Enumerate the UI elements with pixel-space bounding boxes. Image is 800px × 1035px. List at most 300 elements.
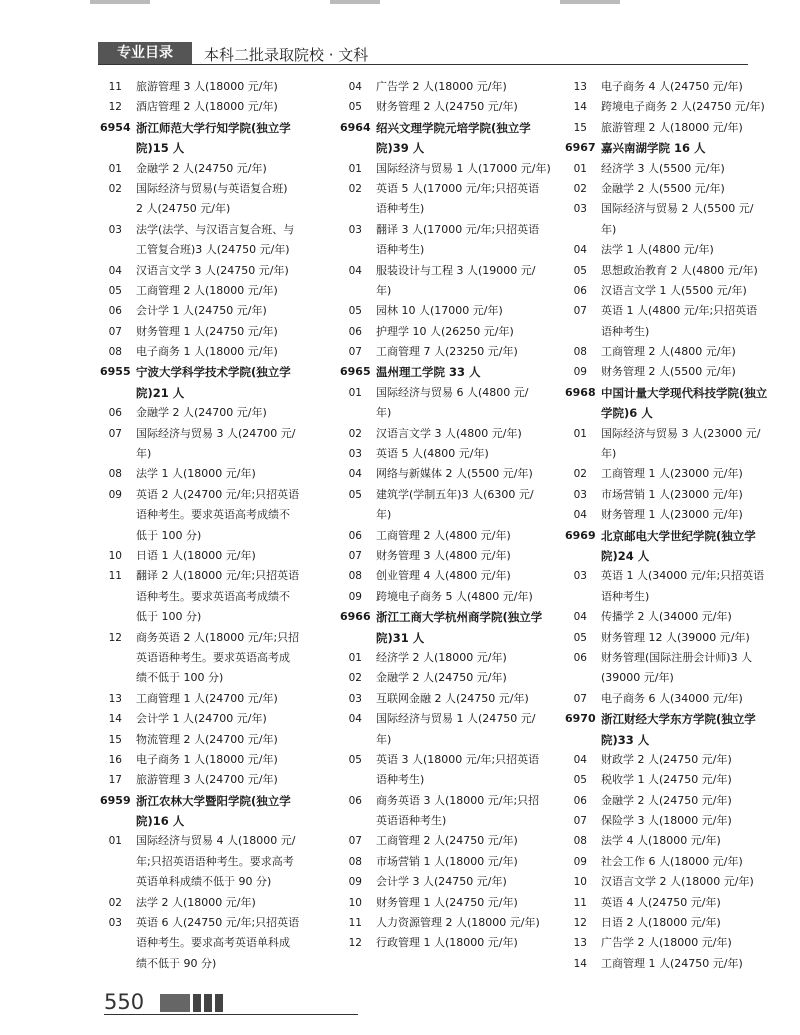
major-number: 08: [573, 346, 587, 359]
major-text: 广告学 2 人(18000 元/年): [601, 936, 732, 950]
continuation-line: [100, 199, 318, 219]
continuation-text: 院)24 人: [601, 548, 650, 563]
school-entry: [565, 709, 783, 729]
continuation-text: 年): [601, 447, 617, 461]
major-number: 03: [108, 223, 122, 236]
major-number: 05: [348, 101, 362, 114]
continuation-text: 语种考生): [601, 589, 650, 603]
major-entry: [565, 607, 783, 627]
major-number: 04: [348, 468, 362, 481]
major-entry: [340, 933, 558, 953]
major-text: 经济学 2 人(18000 元/年): [376, 650, 507, 664]
major-entry: [340, 383, 558, 403]
major-number: 15: [108, 733, 122, 746]
major-entry: [100, 403, 318, 423]
major-number: 03: [348, 448, 362, 461]
major-number: 07: [108, 325, 122, 338]
major-number: 02: [573, 468, 587, 481]
major-text: 税收学 1 人(24750 元/年): [601, 773, 732, 787]
major-entry: [565, 770, 783, 790]
major-text: 市场营销 1 人(18000 元/年): [376, 854, 518, 868]
major-text: 工商管理 2 人(24750 元/年): [376, 834, 518, 848]
continuation-text: 年): [376, 283, 392, 297]
major-number: 15: [573, 121, 587, 134]
continuation-line: [100, 811, 318, 831]
school-name: 浙江工商大学杭州商学院(独立学: [376, 610, 543, 625]
major-entry: [565, 750, 783, 770]
major-number: 02: [573, 182, 587, 195]
continuation-text: 英语语种考生): [376, 814, 447, 828]
major-text: 翻译 2 人(18000 元/年;只招英语: [136, 569, 300, 583]
school-code: 6954: [100, 120, 131, 134]
major-number: 10: [573, 876, 587, 889]
major-number: 01: [348, 162, 362, 175]
major-entry: [565, 505, 783, 525]
major-text: 财务管理 1 人(24750 元/年): [376, 895, 518, 909]
continuation-text: 学院)6 人: [601, 406, 653, 421]
major-number: 02: [348, 672, 362, 685]
continuation-line: [100, 648, 318, 668]
major-number: 04: [348, 81, 362, 93]
major-entry: [565, 852, 783, 872]
continuation-line: [340, 730, 558, 750]
major-number: 02: [348, 427, 362, 440]
major-text: 工商管理 1 人(24700 元/年): [136, 691, 278, 705]
major-entry: [565, 199, 783, 219]
school-code: 6959: [100, 793, 131, 807]
major-text: 金融学 2 人(24700 元/年): [136, 406, 267, 420]
column-middle: [340, 77, 558, 954]
major-text: 英语 5 人(17000 元/年;只招英语: [376, 181, 540, 195]
continuation-line: [340, 240, 558, 260]
major-entry: [565, 628, 783, 648]
major-number: 06: [573, 284, 587, 297]
major-entry: [340, 566, 558, 586]
major-entry: [100, 424, 318, 444]
major-entry: [100, 342, 318, 362]
school-name: 北京邮电大学世纪学院(独立学: [601, 528, 756, 543]
major-text: 金融学 2 人(24750 元/年): [601, 793, 732, 807]
major-entry: [100, 77, 318, 97]
school-code: 6955: [100, 365, 131, 379]
major-text: 工商管理 1 人(24750 元/年): [601, 956, 743, 970]
continuation-text: 语种考生。要求英语高考成绩不: [136, 508, 290, 522]
continuation-line: [340, 281, 558, 301]
footer-rule: [104, 1014, 358, 1015]
major-entry: [100, 770, 318, 790]
major-text: 传播学 2 人(34000 元/年): [601, 610, 732, 624]
major-text: 英语 2 人(24700 元/年;只招英语: [136, 487, 300, 501]
major-entry: [100, 628, 318, 648]
school-code: 6964: [340, 120, 371, 134]
major-text: 旅游管理 2 人(18000 元/年): [601, 120, 743, 134]
major-number: 12: [573, 917, 587, 930]
continuation-line: [565, 668, 783, 688]
major-entry: [100, 485, 318, 505]
major-entry: [100, 464, 318, 484]
column-right: [565, 77, 783, 974]
major-number: 06: [348, 794, 362, 807]
continuation-line: [565, 730, 783, 750]
major-entry: [565, 913, 783, 933]
major-entry: [340, 464, 558, 484]
major-entry: [340, 220, 558, 240]
school-name: 绍兴文理学院元培学院(独立学: [376, 120, 531, 135]
major-text: 英语 4 人(24750 元/年): [601, 895, 721, 909]
major-number: 07: [573, 305, 587, 318]
major-text: 金融学 2 人(24750 元/年): [376, 671, 507, 685]
major-number: 13: [573, 81, 587, 93]
major-text: 会计学 1 人(24700 元/年): [136, 712, 267, 726]
major-entry: [565, 118, 783, 138]
major-entry: [340, 689, 558, 709]
continuation-line: [100, 607, 318, 627]
major-entry: [100, 689, 318, 709]
major-entry: [565, 240, 783, 260]
continuation-text: 年): [601, 222, 617, 236]
major-text: 汉语言文学 2 人(18000 元/年): [601, 875, 754, 889]
continuation-line: [340, 628, 558, 648]
major-number: 11: [573, 896, 587, 909]
major-text: 市场营销 1 人(23000 元/年): [601, 487, 743, 501]
major-entry: [565, 791, 783, 811]
major-entry: [100, 179, 318, 199]
major-entry: [340, 261, 558, 281]
major-text: 国际经济与贸易 3 人(23000 元/: [601, 426, 761, 440]
continuation-line: [340, 403, 558, 423]
major-entry: [565, 831, 783, 851]
major-number: 09: [348, 590, 362, 603]
school-name: 浙江师范大学行知学院(独立学: [136, 120, 291, 135]
major-text: 网络与新媒体 2 人(5500 元/年): [376, 467, 533, 481]
major-entry: [340, 872, 558, 892]
major-text: 社会工作 6 人(18000 元/年): [601, 854, 743, 868]
continuation-line: [100, 872, 318, 892]
major-number: 12: [108, 631, 122, 644]
school-name: 温州理工学院 33 人: [376, 365, 481, 380]
major-number: 05: [108, 284, 122, 297]
major-entry: [565, 179, 783, 199]
major-text: 电子商务 1 人(18000 元/年): [136, 752, 278, 766]
continuation-line: [565, 220, 783, 240]
major-text: 广告学 2 人(18000 元/年): [376, 80, 507, 93]
major-number: 03: [348, 692, 362, 705]
major-text: 电子商务 6 人(34000 元/年): [601, 691, 743, 705]
school-code: 6968: [565, 385, 596, 399]
major-number: 17: [108, 774, 122, 787]
major-entry: [565, 689, 783, 709]
major-text: 国际经济与贸易 1 人(17000 元/年): [376, 161, 551, 175]
major-number: 06: [108, 407, 122, 420]
major-entry: [340, 485, 558, 505]
school-entry: [100, 791, 318, 811]
continuation-text: (39000 元/年): [601, 671, 674, 685]
major-entry: [100, 261, 318, 281]
major-text: 财务管理 3 人(4800 元/年): [376, 548, 511, 562]
school-entry: [100, 362, 318, 382]
continuation-text: 院)39 人: [376, 141, 425, 156]
continuation-line: [565, 587, 783, 607]
continuation-text: 语种考生): [376, 243, 425, 257]
catalog-tag: 专业目录: [98, 42, 192, 64]
major-entry: [565, 97, 783, 117]
major-entry: [340, 159, 558, 179]
major-entry: [100, 893, 318, 913]
continuation-text: 年): [376, 508, 392, 522]
major-number: 06: [348, 529, 362, 542]
major-text: 国际经济与贸易(与英语复合班): [136, 181, 288, 195]
major-number: 01: [348, 386, 362, 399]
major-text: 财务管理 2 人(5500 元/年): [601, 365, 736, 379]
major-number: 12: [348, 937, 362, 950]
school-name: 浙江财经大学东方学院(独立学: [601, 712, 756, 727]
major-number: 11: [108, 570, 122, 583]
major-text: 财务管理 2 人(24750 元/年): [376, 100, 518, 114]
major-entry: [565, 362, 783, 382]
continuation-line: [340, 138, 558, 158]
major-entry: [100, 97, 318, 117]
major-text: 汉语言文学 3 人(24750 元/年): [136, 263, 289, 277]
major-number: 04: [573, 753, 587, 766]
major-entry: [340, 322, 558, 342]
major-number: 04: [573, 244, 587, 257]
major-number: 05: [573, 774, 587, 787]
major-number: 04: [573, 611, 587, 624]
major-number: 07: [108, 427, 122, 440]
major-number: 13: [573, 937, 587, 950]
major-text: 商务英语 2 人(18000 元/年;只招: [136, 630, 300, 644]
major-number: 07: [573, 692, 587, 705]
major-text: 互联网金融 2 人(24750 元/年): [376, 691, 529, 705]
continuation-line: [100, 240, 318, 260]
major-text: 会计学 1 人(24750 元/年): [136, 304, 267, 318]
major-entry: [340, 750, 558, 770]
continuation-text: 院)16 人: [136, 814, 185, 829]
major-text: 酒店管理 2 人(18000 元/年): [136, 100, 278, 114]
major-text: 法学 1 人(18000 元/年): [136, 467, 256, 481]
major-text: 金融学 2 人(24750 元/年): [136, 161, 267, 175]
continuation-text: 年): [376, 406, 392, 420]
major-number: 02: [108, 896, 122, 909]
major-text: 法学(法学、与汉语言复合班、与: [136, 222, 295, 236]
major-entry: [340, 668, 558, 688]
major-number: 09: [573, 366, 587, 379]
major-entry: [565, 485, 783, 505]
major-number: 08: [573, 835, 587, 848]
major-entry: [340, 342, 558, 362]
page-title: 本科二批录取院校 · 文科: [204, 46, 369, 64]
continuation-text: 2 人(24750 元/年): [136, 202, 231, 216]
major-text: 财务管理 1 人(24750 元/年): [136, 324, 278, 338]
continuation-text: 语种考生): [601, 324, 650, 338]
major-text: 法学 2 人(18000 元/年): [136, 895, 256, 909]
major-text: 法学 1 人(4800 元/年): [601, 243, 714, 257]
continuation-text: 语种考生): [376, 773, 425, 787]
major-number: 03: [573, 488, 587, 501]
school-entry: [565, 138, 783, 158]
major-text: 财务管理 12 人(39000 元/年): [601, 630, 750, 644]
major-text: 工商管理 7 人(23250 元/年): [376, 345, 518, 359]
continuation-text: 低于 100 分): [136, 610, 202, 624]
major-text: 金融学 2 人(5500 元/年): [601, 181, 725, 195]
major-entry: [565, 424, 783, 444]
major-number: 06: [348, 325, 362, 338]
major-number: 03: [348, 223, 362, 236]
continuation-line: [340, 811, 558, 831]
major-text: 英语 6 人(24750 元/年;只招英语: [136, 916, 300, 930]
major-text: 国际经济与贸易 1 人(24750 元/: [376, 712, 536, 726]
continuation-line: [100, 383, 318, 403]
major-text: 国际经济与贸易 4 人(18000 元/: [136, 834, 296, 848]
continuation-line: [100, 138, 318, 158]
major-text: 会计学 3 人(24750 元/年): [376, 875, 507, 889]
major-number: 05: [348, 488, 362, 501]
major-text: 财务管理(国际注册会计师)3 人: [601, 650, 753, 664]
major-text: 工商管理 1 人(23000 元/年): [601, 467, 743, 481]
footer-decoration-bars: [160, 994, 226, 1013]
major-entry: [340, 546, 558, 566]
major-entry: [565, 811, 783, 831]
major-text: 人力资源管理 2 人(18000 元/年): [376, 916, 540, 930]
major-number: 01: [573, 162, 587, 175]
major-entry: [340, 709, 558, 729]
major-text: 工商管理 2 人(4800 元/年): [601, 345, 736, 359]
major-number: 08: [108, 468, 122, 481]
continuation-line: [340, 770, 558, 790]
major-entry: [565, 464, 783, 484]
major-number: 06: [573, 651, 587, 664]
major-number: 09: [108, 488, 122, 501]
major-entry: [565, 648, 783, 668]
major-entry: [565, 933, 783, 953]
major-number: 13: [108, 692, 122, 705]
major-text: 商务英语 3 人(18000 元/年;只招: [376, 793, 540, 807]
major-entry: [100, 546, 318, 566]
major-number: 04: [573, 509, 587, 522]
continuation-line: [565, 546, 783, 566]
major-entry: [100, 322, 318, 342]
major-number: 10: [348, 896, 362, 909]
school-name: 浙江农林大学暨阳学院(独立学: [136, 793, 291, 808]
continuation-text: 绩不低于 90 分): [136, 956, 217, 970]
major-number: 04: [108, 264, 122, 277]
major-number: 07: [348, 549, 362, 562]
school-code: 6970: [565, 712, 596, 726]
major-text: 行政管理 1 人(18000 元/年): [376, 936, 518, 950]
major-entry: [100, 730, 318, 750]
major-text: 国际经济与贸易 6 人(4800 元/: [376, 385, 529, 399]
continuation-text: 低于 100 分): [136, 528, 202, 542]
major-number: 03: [108, 917, 122, 930]
major-text: 创业管理 4 人(4800 元/年): [376, 569, 511, 583]
major-entry: [565, 893, 783, 913]
major-text: 汉语言文学 3 人(4800 元/年): [376, 426, 522, 440]
major-number: 06: [108, 305, 122, 318]
major-text: 工商管理 2 人(18000 元/年): [136, 283, 278, 297]
school-code: 6967: [565, 141, 596, 155]
major-text: 园林 10 人(17000 元/年): [376, 304, 503, 318]
major-entry: [100, 220, 318, 240]
major-text: 翻译 3 人(17000 元/年;只招英语: [376, 222, 540, 236]
major-text: 日语 2 人(18000 元/年): [601, 916, 721, 930]
major-number: 05: [573, 264, 587, 277]
continuation-text: 院)33 人: [601, 732, 650, 747]
school-entry: [565, 526, 783, 546]
major-number: 09: [573, 855, 587, 868]
major-text: 电子商务 4 人(24750 元/年): [601, 80, 743, 93]
major-entry: [100, 709, 318, 729]
major-number: 10: [108, 549, 122, 562]
major-entry: [565, 566, 783, 586]
major-number: 14: [573, 101, 587, 114]
major-entry: [565, 301, 783, 321]
major-text: 财务管理 1 人(23000 元/年): [601, 508, 743, 522]
continuation-text: 语种考生。要求英语高考成绩不: [136, 589, 290, 603]
school-entry: [340, 362, 558, 382]
major-number: 07: [573, 815, 587, 828]
major-number: 08: [348, 570, 362, 583]
major-number: 14: [108, 713, 122, 726]
major-number: 16: [108, 753, 122, 766]
major-text: 跨境电子商务 2 人(24750 元/年): [601, 100, 765, 114]
continuation-text: 语种考生。要求高考英语单科成: [136, 936, 290, 950]
continuation-line: [100, 852, 318, 872]
school-code: 6965: [340, 365, 371, 379]
major-number: 08: [348, 855, 362, 868]
major-entry: [100, 913, 318, 933]
major-text: 法学 4 人(18000 元/年): [601, 834, 721, 848]
major-number: 08: [108, 346, 122, 359]
major-text: 汉语言文学 1 人(5500 元/年): [601, 283, 747, 297]
major-number: 14: [573, 957, 587, 970]
top-crop-marks: [0, 0, 800, 8]
major-entry: [340, 179, 558, 199]
major-text: 护理学 10 人(26250 元/年): [376, 324, 514, 338]
major-entry: [100, 831, 318, 851]
continuation-text: 院)15 人: [136, 141, 185, 156]
continuation-text: 院)31 人: [376, 630, 425, 645]
major-entry: [340, 526, 558, 546]
continuation-line: [100, 954, 318, 974]
major-entry: [340, 852, 558, 872]
continuation-line: [340, 505, 558, 525]
major-entry: [565, 954, 783, 974]
major-number: 01: [108, 835, 122, 848]
major-text: 建筑学(学制五年)3 人(6300 元/: [376, 487, 534, 501]
continuation-line: [565, 403, 783, 423]
continuation-line: [100, 444, 318, 464]
major-number: 09: [348, 876, 362, 889]
continuation-line: [100, 933, 318, 953]
major-text: 财政学 2 人(24750 元/年): [601, 752, 732, 766]
major-entry: [340, 913, 558, 933]
continuation-line: [565, 322, 783, 342]
major-entry: [340, 648, 558, 668]
major-entry: [565, 281, 783, 301]
major-entry: [340, 97, 558, 117]
major-entry: [100, 301, 318, 321]
continuation-line: [100, 505, 318, 525]
major-number: 05: [348, 305, 362, 318]
major-entry: [565, 261, 783, 281]
major-text: 旅游管理 3 人(18000 元/年): [136, 80, 278, 93]
major-number: 01: [348, 651, 362, 664]
major-text: 旅游管理 3 人(24700 元/年): [136, 773, 278, 787]
major-number: 07: [348, 835, 362, 848]
major-entry: [340, 301, 558, 321]
major-text: 工商管理 2 人(4800 元/年): [376, 528, 511, 542]
school-entry: [340, 118, 558, 138]
